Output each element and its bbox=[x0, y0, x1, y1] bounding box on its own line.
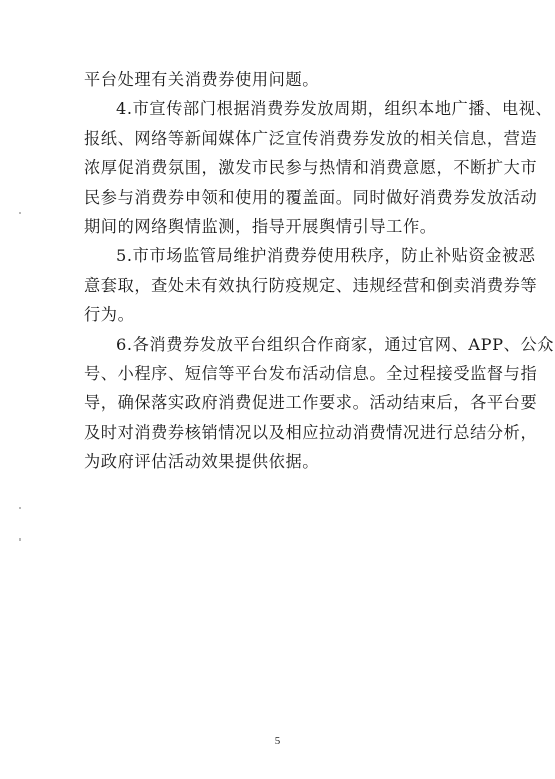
text-line: 5.市市场监管局维护消费券使用秩序，防止补贴资金被恶 bbox=[116, 246, 536, 266]
text-line: 期间的网络舆情监测，指导开展舆情引导工作。 bbox=[84, 216, 437, 236]
document-body bbox=[84, 65, 555, 476]
text-line: 行为。 bbox=[84, 305, 135, 325]
text-line: 民参与消费券申领和使用的覆盖面。同时做好消费券发放活动 bbox=[84, 187, 538, 207]
paragraph-item-4 bbox=[84, 94, 553, 241]
text-line: 及时对消费券核销情况以及相应拉动消费情况进行总结分析， bbox=[84, 422, 538, 442]
paragraph-continuation bbox=[84, 65, 490, 94]
scan-mark bbox=[19, 538, 21, 541]
text-line: 6.各消费券发放平台组织合作商家，通过官网、APP、公众 bbox=[116, 334, 555, 354]
text-line: 为政府评估活动效果提供依据。 bbox=[84, 452, 320, 472]
scan-mark bbox=[19, 507, 21, 509]
text-line: 浓厚促消费氛围，激发市民参与热情和消费意愿，不断扩大市 bbox=[84, 158, 538, 178]
text-line: 4.市宣传部门根据消费券发放周期，组织本地广播、电视、 bbox=[116, 99, 553, 119]
scan-mark bbox=[19, 212, 21, 214]
text-line: 意套取，查处未有效执行防疫规定、违规经营和倒卖消费券等 bbox=[84, 275, 538, 295]
text-line: 报纸、网络等新闻媒体广泛宣传消费券发放的相关信息，营造 bbox=[84, 128, 538, 148]
text-line: 平台处理有关消费券使用问题。 bbox=[84, 70, 320, 89]
paragraph-item-6 bbox=[84, 330, 555, 477]
text-line: 导，确保落实政府消费促进工作要求。活动结束后，各平台要 bbox=[84, 393, 538, 413]
paragraph-item-5 bbox=[84, 241, 538, 329]
text-line: 号、小程序、短信等平台发布活动信息。全过程接受监督与指 bbox=[84, 363, 538, 383]
page-number: 5 bbox=[274, 735, 281, 747]
